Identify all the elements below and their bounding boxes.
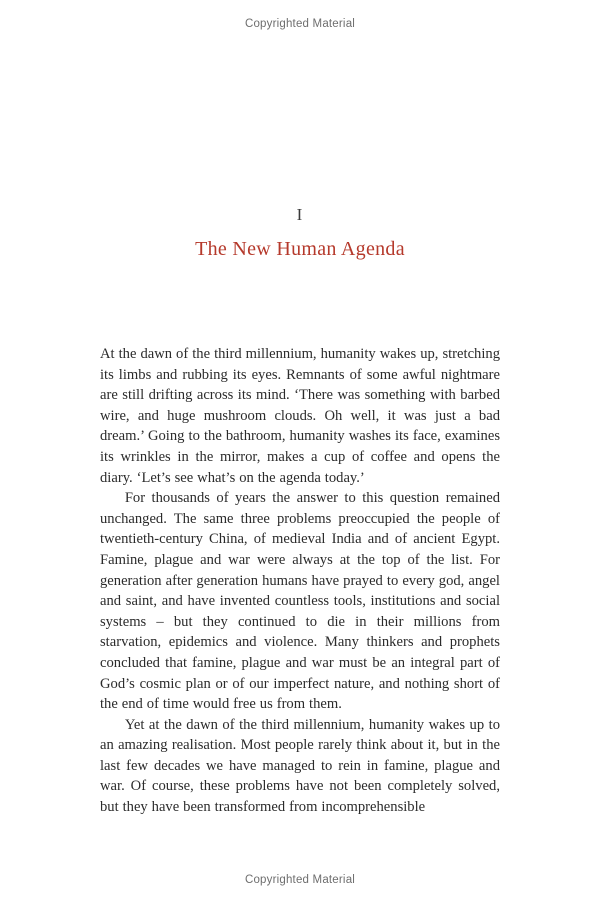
paragraph-2: For thousands of years the answer to this question remained unchanged. The same three problems preoccupied the people of twentieth-century China, of medieval India and of ancient Egypt. Famine, plague and war were always at the top of the list. For generation after generation humans have prayed to every god, angel and saint, and have invented countless tools, institutions and social systems – but they continued to die in their millions from starvation, epidemics and violence. Many thinkers and prophets concluded that famine, plague and war must be an integral part of God’s cosmic plan or of our imperfect nature, and nothing short of the end of time would free us from them.	[100, 490, 500, 713]
chapter-title: The New Human Agenda	[195, 238, 405, 260]
copyright-notice-top: Copyrighted Material	[244, 18, 356, 30]
copyright-notice-bottom: Copyrighted Material	[244, 874, 356, 886]
paragraph-1: At the dawn of the third millennium, humanity wakes up, stretching its limbs and rubbing its eyes. Remnants of some awful nightmare are still drifting across its mind. ‘There was something with barbed wire, and huge mushroom clouds. Oh well, it was just a bad dream.’ Going to the bathroom, humanity washes its face, examines its wrinkles in the mirror, makes a cup of coffee and opens the diary. ‘Let’s see what’s on the agenda today.’	[100, 346, 500, 486]
chapter-number: I	[296, 205, 304, 224]
paragraph-3: Yet at the dawn of the third millennium, humanity wakes up to an amazing realisation. Most people rarely think about it, but in the last few decades we have managed to rein in famine, plague and war. Of course, these problems have not been completely solved, but they have been transformed from incomprehensible	[100, 716, 500, 816]
body-text	[100, 344, 500, 818]
